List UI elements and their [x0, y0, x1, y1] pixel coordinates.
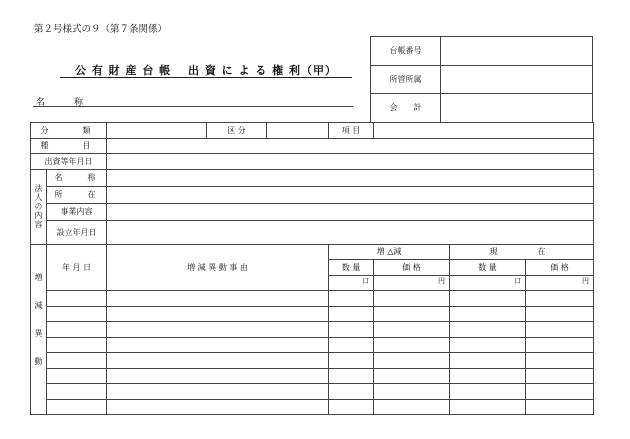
history-reason-cell[interactable]: [107, 384, 329, 400]
current-qty-header: 数 量: [450, 260, 526, 276]
bunrui-value[interactable]: [107, 123, 207, 139]
current-price-cell[interactable]: [526, 322, 594, 338]
form-number: 第２号様式の９（第７条関係）: [34, 24, 168, 35]
investment-date-value[interactable]: [107, 154, 594, 170]
current-price-cell[interactable]: [526, 306, 594, 322]
current-price-cell[interactable]: [526, 384, 594, 400]
table-row: [31, 337, 594, 353]
change-price-cell[interactable]: [374, 322, 450, 338]
history-date-header: 年 月 日: [47, 244, 107, 291]
komoku-label: 項 目: [329, 123, 374, 139]
current-qty-cell[interactable]: [450, 291, 526, 307]
registry-label-department: 所管所属: [371, 65, 441, 94]
komoku-value[interactable]: [374, 123, 594, 139]
change-qty-cell[interactable]: [329, 306, 374, 322]
table-row: [31, 322, 594, 338]
change-qty-header: 数 量: [329, 260, 374, 276]
current-qty-cell[interactable]: [450, 306, 526, 322]
corp-established-value[interactable]: [107, 220, 594, 244]
change-qty-cell[interactable]: [329, 353, 374, 369]
history-date-cell[interactable]: [47, 291, 107, 307]
registry-value-department[interactable]: [441, 65, 593, 94]
history-reason-cell[interactable]: [107, 306, 329, 322]
change-qty-cell[interactable]: [329, 322, 374, 338]
corp-name-value[interactable]: [107, 169, 594, 186]
kubun-value[interactable]: [267, 123, 329, 139]
current-qty-cell[interactable]: [450, 399, 526, 415]
registry-table: [370, 36, 593, 123]
history-reason-cell[interactable]: [107, 399, 329, 415]
history-date-cell[interactable]: [47, 353, 107, 369]
corp-established-label: 設立年月日: [47, 220, 107, 244]
table-row: [31, 384, 594, 400]
current-price-cell[interactable]: [526, 353, 594, 369]
change-price-cell[interactable]: [374, 384, 450, 400]
history-reason-cell[interactable]: [107, 368, 329, 384]
history-change-header: 増 △減: [329, 244, 450, 260]
change-price-cell[interactable]: [374, 291, 450, 307]
change-qty-cell[interactable]: [329, 291, 374, 307]
history-reason-cell[interactable]: [107, 353, 329, 369]
change-price-header: 価 格: [374, 260, 450, 276]
history-current-header: 現 在: [450, 244, 594, 260]
change-qty-cell[interactable]: [329, 399, 374, 415]
change-qty-cell[interactable]: [329, 337, 374, 353]
history-date-cell[interactable]: [47, 399, 107, 415]
current-qty-unit: 口: [450, 275, 526, 291]
current-price-cell[interactable]: [526, 368, 594, 384]
change-price-cell[interactable]: [374, 337, 450, 353]
table-row: [31, 291, 594, 307]
current-qty-cell[interactable]: [450, 353, 526, 369]
current-price-header: 価 格: [526, 260, 594, 276]
current-price-cell[interactable]: [526, 291, 594, 307]
history-date-cell[interactable]: [47, 384, 107, 400]
history-reason-header: 増 減 異 動 事 由: [107, 244, 329, 291]
history-date-cell[interactable]: [47, 306, 107, 322]
history-reason-cell[interactable]: [107, 337, 329, 353]
corp-name-label: 名 称: [47, 169, 107, 186]
history-date-cell[interactable]: [47, 368, 107, 384]
ledger-table: [30, 122, 594, 415]
change-qty-cell[interactable]: [329, 368, 374, 384]
registry-label-ledger-number: 台帳番号: [371, 37, 441, 66]
change-qty-unit: 口: [329, 275, 374, 291]
change-qty-cell[interactable]: [329, 384, 374, 400]
corp-business-label: 事業内容: [47, 203, 107, 220]
history-date-cell[interactable]: [47, 322, 107, 338]
corp-business-value[interactable]: [107, 203, 594, 220]
shumoku-value[interactable]: [107, 138, 594, 154]
current-qty-cell[interactable]: [450, 322, 526, 338]
table-row: [31, 353, 594, 369]
change-price-cell[interactable]: [374, 399, 450, 415]
page-title: 公 有 財 産 台 帳 出 資 に よ る 権 利（甲）: [75, 64, 337, 77]
change-price-unit: 円: [374, 275, 450, 291]
change-price-cell[interactable]: [374, 306, 450, 322]
change-price-cell[interactable]: [374, 368, 450, 384]
registry-value-ledger-number[interactable]: [441, 37, 593, 66]
history-group-label: 増減異動: [31, 244, 47, 415]
corp-location-label: 所 在: [47, 186, 107, 203]
bunrui-label: 分 類: [31, 123, 107, 139]
title-underline: [60, 77, 352, 78]
history-reason-cell[interactable]: [107, 291, 329, 307]
investment-date-label: 出資等年月日: [31, 154, 107, 170]
change-price-cell[interactable]: [374, 353, 450, 369]
name-label: 名 称: [36, 98, 94, 108]
registry-label-account: 会 計: [371, 94, 441, 123]
shumoku-label: 種 目: [31, 138, 107, 154]
history-reason-cell[interactable]: [107, 322, 329, 338]
corp-location-value[interactable]: [107, 186, 594, 203]
table-row: [31, 399, 594, 415]
table-row: [31, 306, 594, 322]
current-price-cell[interactable]: [526, 337, 594, 353]
history-date-cell[interactable]: [47, 337, 107, 353]
table-row: [31, 368, 594, 384]
current-qty-cell[interactable]: [450, 368, 526, 384]
current-qty-cell[interactable]: [450, 384, 526, 400]
corp-group-label: 法人の内容: [31, 169, 47, 244]
current-price-unit: 円: [526, 275, 594, 291]
registry-value-account[interactable]: [441, 94, 593, 123]
name-underline: [33, 106, 353, 107]
kubun-label: 区 分: [207, 123, 267, 139]
current-price-cell[interactable]: [526, 399, 594, 415]
current-qty-cell[interactable]: [450, 337, 526, 353]
